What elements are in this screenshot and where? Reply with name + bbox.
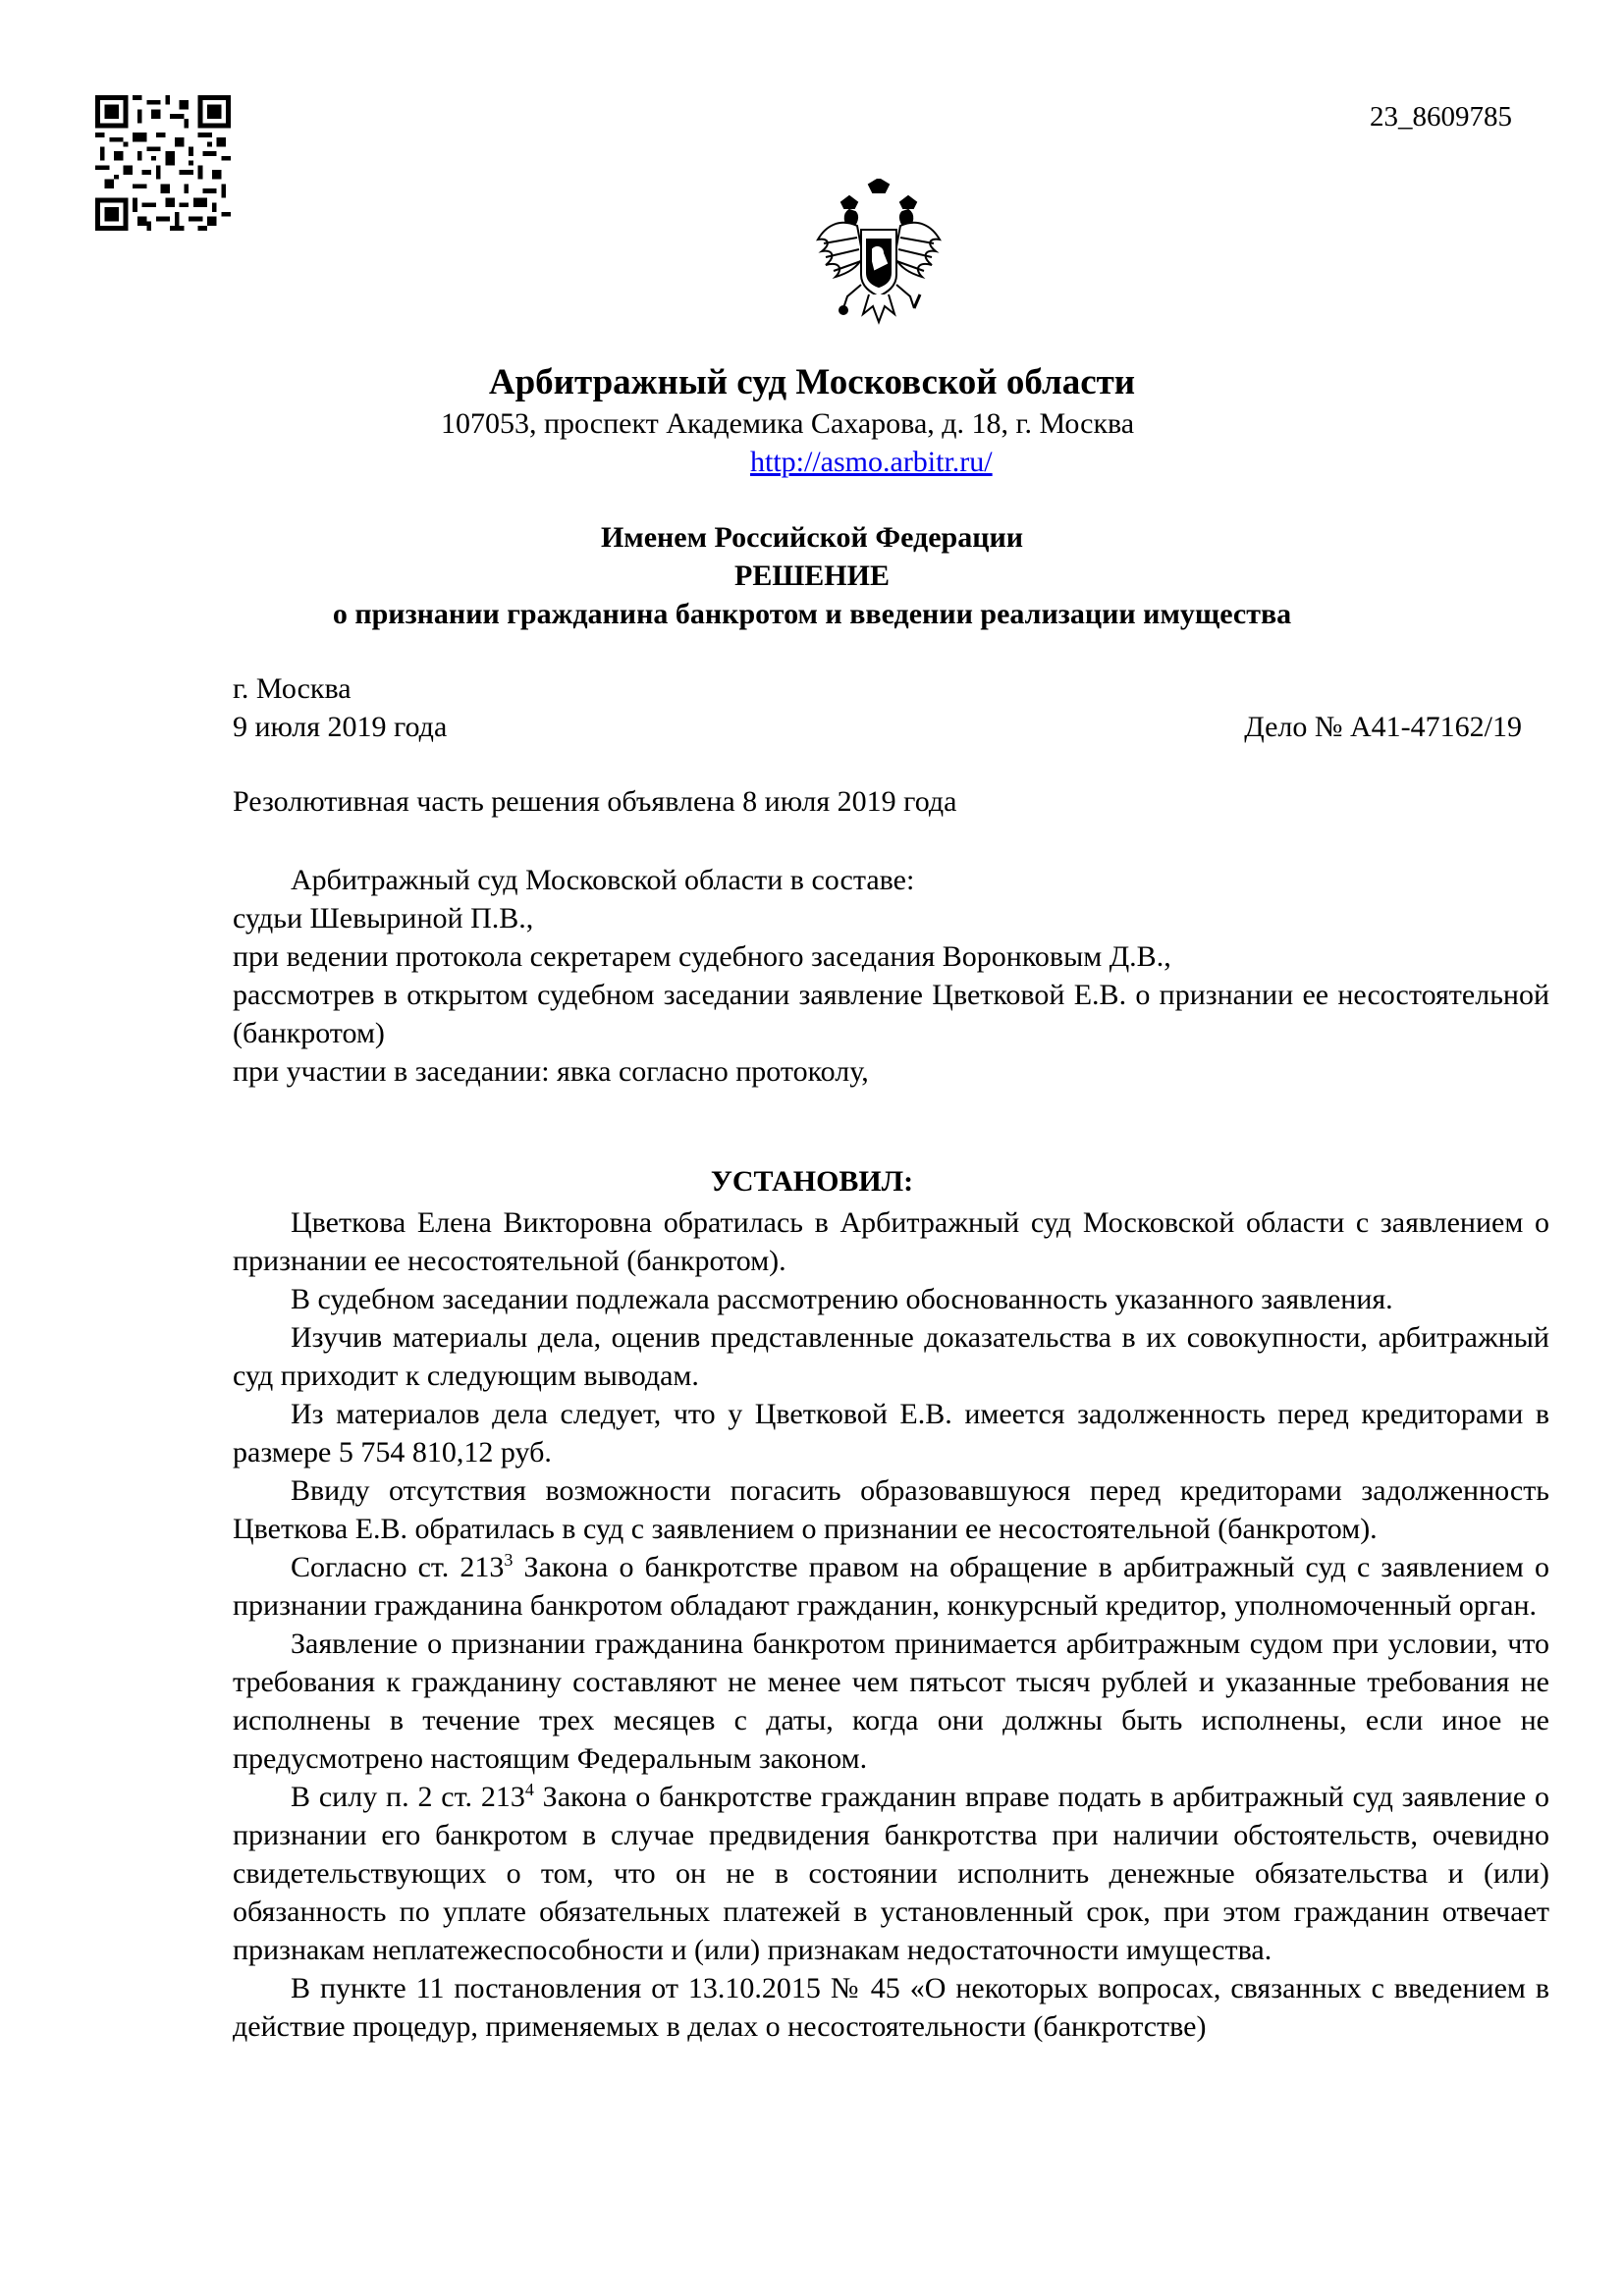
text-fragment: В силу п. 2 ст. 213 [291, 1781, 525, 1813]
findings-paragraph: Заявление о признании гражданина банкротом принимается арбитражным судом при условии, что требования к гражданину составляют не менее чем пятьсот тысяч рублей и указанные требования не исполнены в течение трех месяцев с даты, когда они должны быть исполнены, если иное не предусмотрено настоящим Федеральным законом. [233, 1628, 1549, 1775]
in-the-name-heading: Именем Российской Федерации [600, 521, 1024, 554]
text-fragment: Закона о банкротстве гражданин вправе подать в арбитражный суд заявление о признании его банкротом в случае предвидения банкротства при наличии обстоятельств, очевидно свидетельствующих о том, что он не в состоянии исполнить денежные обязательства и (или) обязанность по уплате обязательных платежей в установленный срок, при этом гражданин отвечает признакам неплатежеспособности и (или) признакам недостаточности имущества. [233, 1781, 1549, 1966]
decision-subject: о признании гражданина банкротом и введении реализации имущества [332, 598, 1292, 630]
court-name: Арбитражный суд Московской области [488, 362, 1136, 402]
composition-line: Арбитражный суд Московской области в составе: [291, 864, 915, 896]
composition-line: при участии в заседании: явка согласно протоколу, [233, 1055, 869, 1088]
text-fragment: Закона о банкротстве правом на обращение в арбитражный суд с заявлением о признании гражданина банкротом обладают гражданин, конкурсный кредитор, уполномоченный орган. [233, 1551, 1549, 1622]
decision-place: г. Москва [233, 672, 352, 705]
findings-paragraph: В пункте 11 постановления от 13.10.2015 № 45 «О некоторых вопросах, связанных с введением в действие процедур, применяемых в делах о несостоятельности (банкротстве) [233, 1972, 1549, 2043]
composition-line: рассмотрев в открытом судебном заседании заявление Цветковой Е.В. о признании ее несостоятельной (банкротом) [233, 979, 1549, 1049]
coat-of-arms-emblem-icon [814, 179, 944, 326]
findings-paragraph: Цветкова Елена Викторовна обратилась в Арбитражный суд Московской области с заявлением о признании ее несостоятельной (банкротом). [233, 1206, 1549, 1277]
court-address: 107053, проспект Академика Сахарова, д. 18, г. Москва [441, 407, 1135, 440]
findings-paragraph: Изучив материалы дела, оценив представленные доказательства в их совокупности, арбитражный суд приходит к следующим выводам. [233, 1321, 1549, 1392]
case-number: Дело № А41-47162/19 [1244, 711, 1522, 743]
findings-paragraph: Из материалов дела следует, что у Цветковой Е.В. имеется задолженность перед кредиторами в размере 5 754 810,12 руб. [233, 1398, 1549, 1468]
findings-paragraph [233, 1778, 1549, 1969]
decision-heading: РЕШЕНИЕ [734, 560, 890, 592]
qr-code-icon [95, 95, 231, 231]
court-website-link[interactable]: http://asmo.arbitr.ru/ [750, 446, 993, 478]
established-heading: УСТАНОВИЛ: [710, 1165, 914, 1198]
resolution-announced: Резолютивная часть решения объявлена 8 июля 2019 года [233, 785, 957, 818]
superscript: 4 [524, 1780, 534, 1799]
findings-paragraph: В судебном заседании подлежала рассмотрению обоснованность указанного заявления. [291, 1283, 1393, 1315]
superscript: 3 [504, 1550, 514, 1570]
findings-paragraph: Ввиду отсутствия возможности погасить образовавшуюся перед кредиторами задолженность Цветкова Е.В. обратилась в суд с заявлением о признании ее несостоятельной (банкротом). [233, 1474, 1549, 1545]
findings-section [233, 1203, 1549, 2046]
text-fragment: Согласно ст. 213 [291, 1551, 505, 1583]
court-composition [233, 861, 1549, 1091]
findings-paragraph [233, 1548, 1549, 1625]
document-number: 23_8609785 [1370, 101, 1512, 133]
composition-line: судьи Шевыриной П.В., [233, 902, 534, 934]
decision-date: 9 июля 2019 года [233, 711, 448, 743]
composition-line: при ведении протокола секретарем судебного заседания Воронковым Д.В., [233, 940, 1171, 973]
